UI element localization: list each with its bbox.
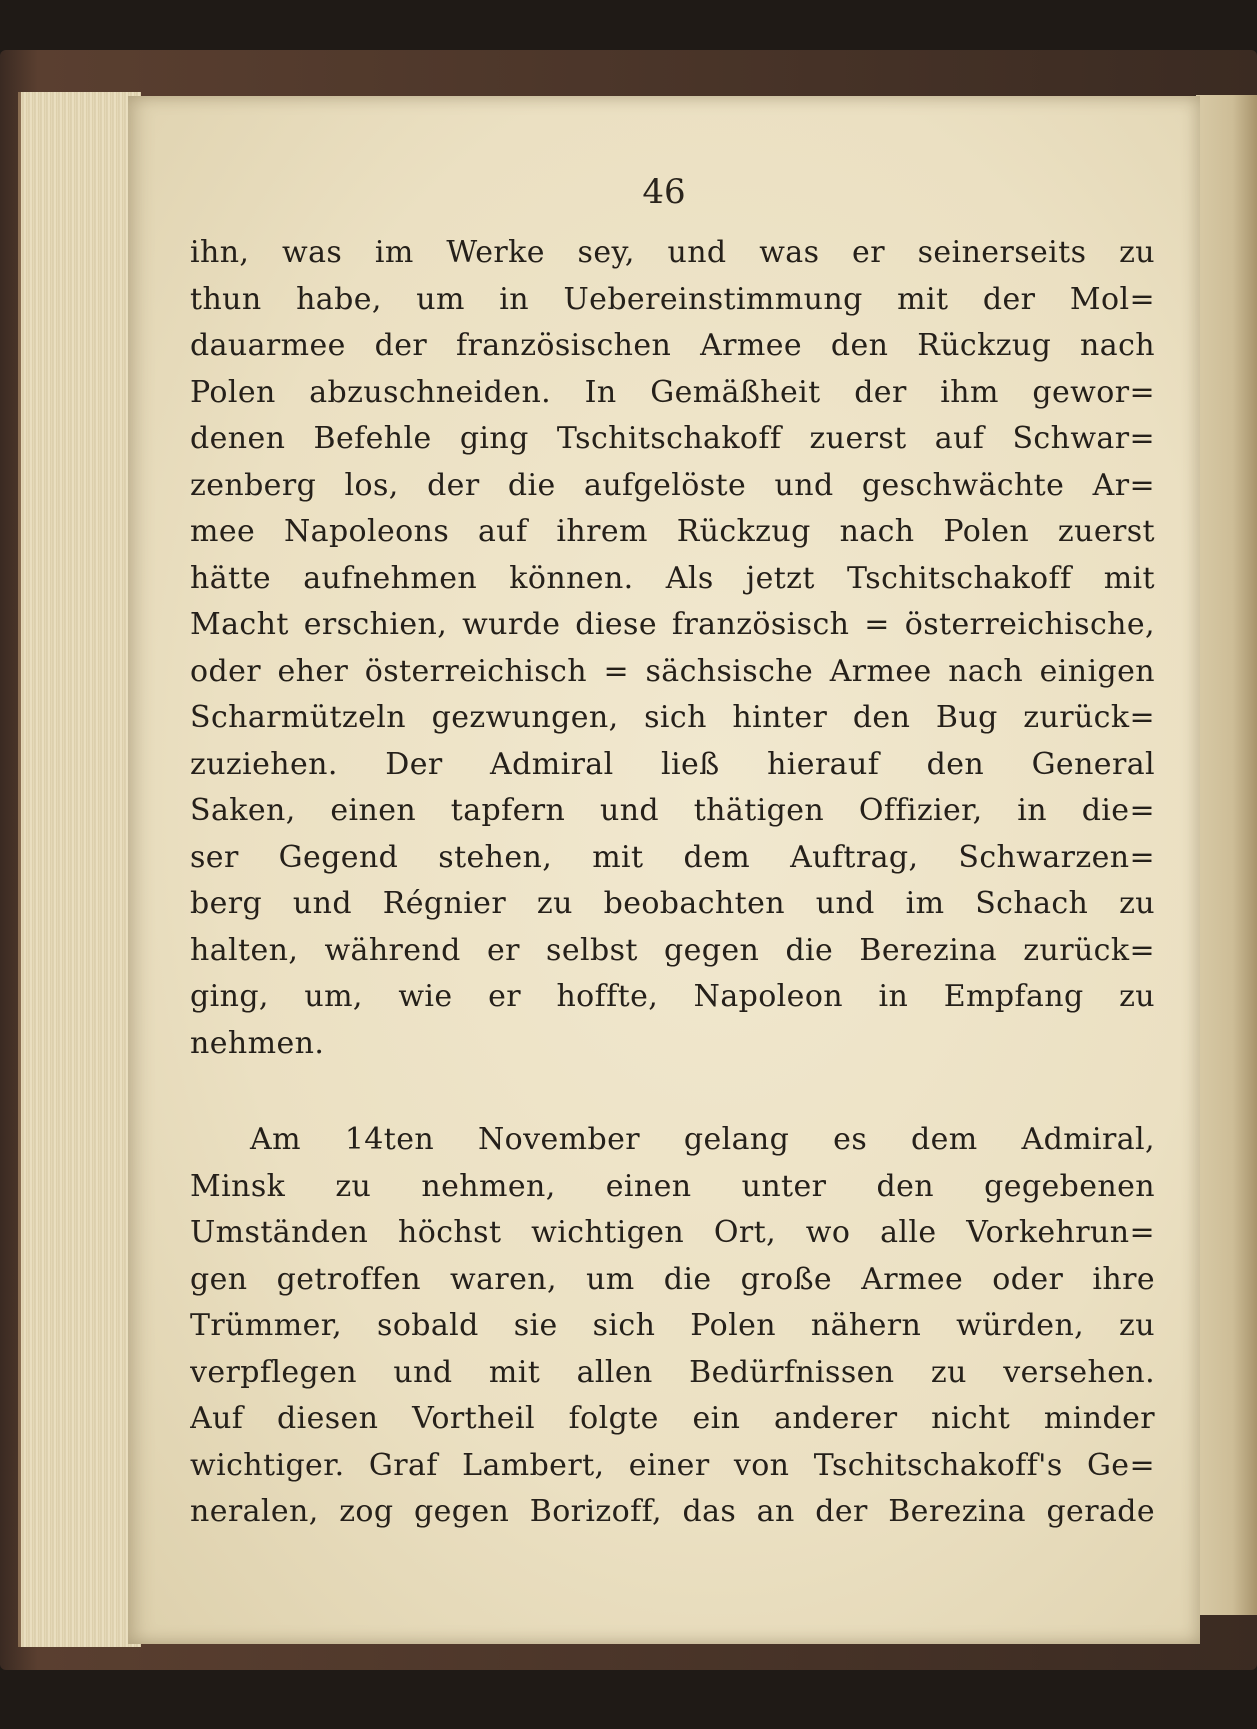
text-line: mee Napoleons auf ihrem Rückzug nach Polen zuerst [190,514,1155,549]
text-line: Minsk zu nehmen, einen unter den gegebenen [190,1168,1155,1204]
text-line: verpflegen und mit allen Bedürfnissen zu versehen. [190,1354,1155,1390]
text-line: wichtiger. Graf Lambert, einer von Tschitschakoff's Ge= [190,1447,1155,1483]
text-line: nehmen. [190,1025,325,1061]
text-line: gen getroffen waren, um die große Armee oder ihre [190,1261,1155,1297]
text-line: thun habe, um in Uebereinstimmung mit der Mol= [190,281,1155,317]
text-line: denen Befehle ging Tschitschakoff zuerst auf Schwar= [190,421,1155,456]
page-number: 46 [642,172,686,212]
text-line: Umständen höchst wichtigen Ort, wo alle Vorkehrun= [190,1215,1155,1250]
text-line: neralen, zog gegen Borizoff, das an der Berezina gerade [190,1494,1155,1529]
text-line: ihn, was im Werke sey, und was er seinerseits zu [190,235,1155,270]
text-line: halten, während er selbst gegen die Berezina zurück= [190,932,1155,968]
page-edges-right [1196,95,1257,1615]
text-line: hätte aufnehmen können. Als jetzt Tschitschakoff mit [190,560,1155,596]
text-line: Auf diesen Vortheil folgte ein anderer nicht minder [190,1401,1155,1436]
text-line: berg und Régnier zu beobachten und im Schach zu [190,886,1155,921]
text-line: zenberg los, der die aufgelöste und geschwächte Ar= [190,467,1155,503]
text-line: Trümmer, sobald sie sich Polen nähern würden, zu [190,1308,1155,1343]
paragraph-1 [190,230,1155,1067]
text-line: oder eher österreichisch = sächsische Armee nach einigen [190,653,1155,689]
page-edges-left [18,92,141,1647]
text-line: Scharmützeln gezwungen, sich hinter den Bug zurück= [190,700,1155,735]
page-text [190,230,1155,1536]
text-line: zuziehen. Der Admiral ließ hierauf den General [190,746,1155,782]
paragraph-2 [190,1117,1155,1536]
text-line: ser Gegend stehen, mit dem Auftrag, Schwarzen= [190,839,1155,875]
text-line: Macht erschien, wurde diese französisch = österreichische, [190,607,1155,642]
text-line: Polen abzuschneiden. In Gemäßheit der ihm gewor= [190,374,1155,410]
paragraph-gap [190,1067,1155,1117]
text-line: dauarmee der französischen Armee den Rückzug nach [190,328,1155,363]
text-line: ging, um, wie er hoffte, Napoleon in Empfang zu [190,979,1155,1014]
text-line: Saken, einen tapfern und thätigen Offizier, in die= [190,793,1155,828]
text-line: Am 14ten November gelang es dem Admiral, [250,1122,1155,1157]
